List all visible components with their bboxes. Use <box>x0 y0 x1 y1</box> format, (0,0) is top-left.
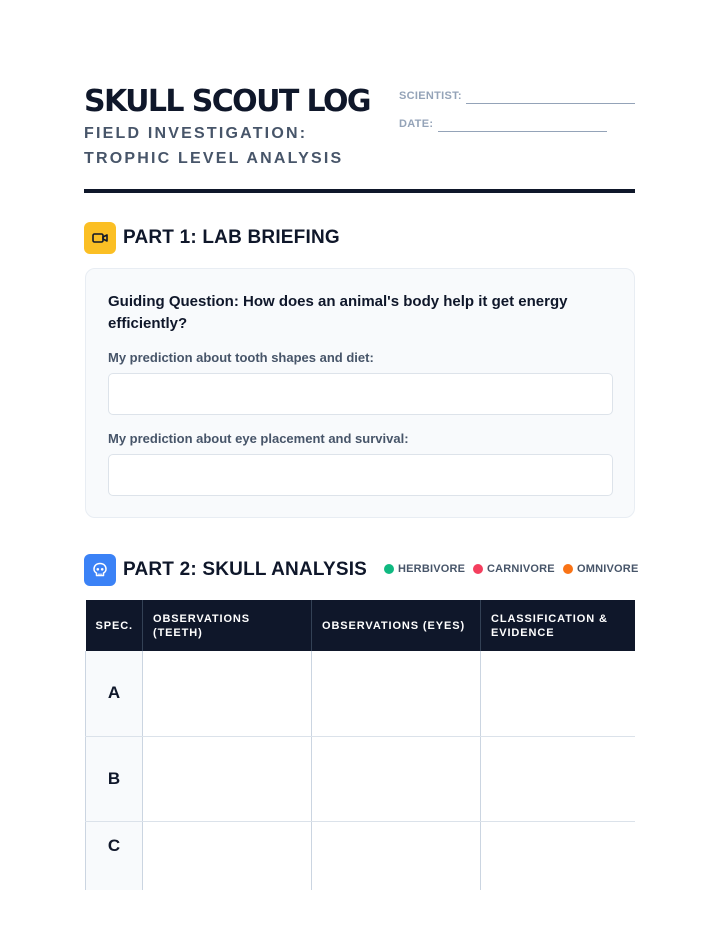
legend-omnivore <box>563 563 639 575</box>
specimen-label: A <box>86 651 143 736</box>
table-row <box>86 736 636 821</box>
eyes-prediction-input[interactable] <box>108 454 613 496</box>
eyes-observation-cell[interactable] <box>312 651 481 736</box>
skull-analysis-table <box>85 600 635 890</box>
teeth-observation-cell[interactable] <box>143 736 312 821</box>
part2-title: PART 2: SKULL ANALYSIS <box>123 559 368 580</box>
video-camera-icon <box>84 222 116 254</box>
carnivore-dot <box>473 564 483 574</box>
header-divider <box>84 189 635 193</box>
page-subtitle: FIELD INVESTIGATION: TROPHIC LEVEL ANALYSIS <box>84 125 344 167</box>
lab-briefing-card <box>85 268 635 518</box>
date-field[interactable] <box>438 131 607 132</box>
scientist-field[interactable] <box>466 103 635 104</box>
scientist-label: SCIENTIST: <box>399 90 462 102</box>
teeth-prediction-input[interactable] <box>108 373 613 415</box>
teeth-observation-cell[interactable] <box>143 651 312 736</box>
header-teeth: OBSERVATIONS (TEETH) <box>143 600 312 651</box>
legend-carnivore <box>473 563 555 575</box>
legend-label: HERBIVORE <box>398 563 466 575</box>
omnivore-dot <box>563 564 573 574</box>
eyes-prediction-label: My prediction about eye placement and survival: <box>108 431 409 446</box>
table-header-row <box>86 600 636 651</box>
skull-icon <box>84 554 116 586</box>
teeth-prediction-label: My prediction about tooth shapes and diet: <box>108 350 374 365</box>
eyes-observation-cell[interactable] <box>312 736 481 821</box>
part1-title: PART 1: LAB BRIEFING <box>123 227 340 248</box>
table-row <box>86 651 636 736</box>
header-eyes: OBSERVATIONS (EYES) <box>312 600 481 651</box>
header-classification: CLASSIFICATION & EVIDENCE <box>481 600 636 651</box>
guiding-question: Guiding Question: How does an animal's body help it get energy efficiently? <box>108 293 568 332</box>
classification-cell[interactable] <box>481 651 636 736</box>
legend-label: OMNIVORE <box>577 563 639 575</box>
eyes-observation-cell[interactable] <box>312 821 481 890</box>
specimen-label: C <box>86 821 143 890</box>
date-label: DATE: <box>399 118 434 130</box>
legend-label: CARNIVORE <box>487 563 555 575</box>
herbivore-dot <box>384 564 394 574</box>
classification-cell[interactable] <box>481 821 636 890</box>
header-spec: SPEC. <box>86 600 143 651</box>
teeth-observation-cell[interactable] <box>143 821 312 890</box>
legend-herbivore <box>384 563 465 575</box>
classification-cell[interactable] <box>481 736 636 821</box>
specimen-label: B <box>86 736 143 821</box>
table-row <box>86 821 636 890</box>
page-title: SKULL SCOUT LOG <box>84 84 370 119</box>
